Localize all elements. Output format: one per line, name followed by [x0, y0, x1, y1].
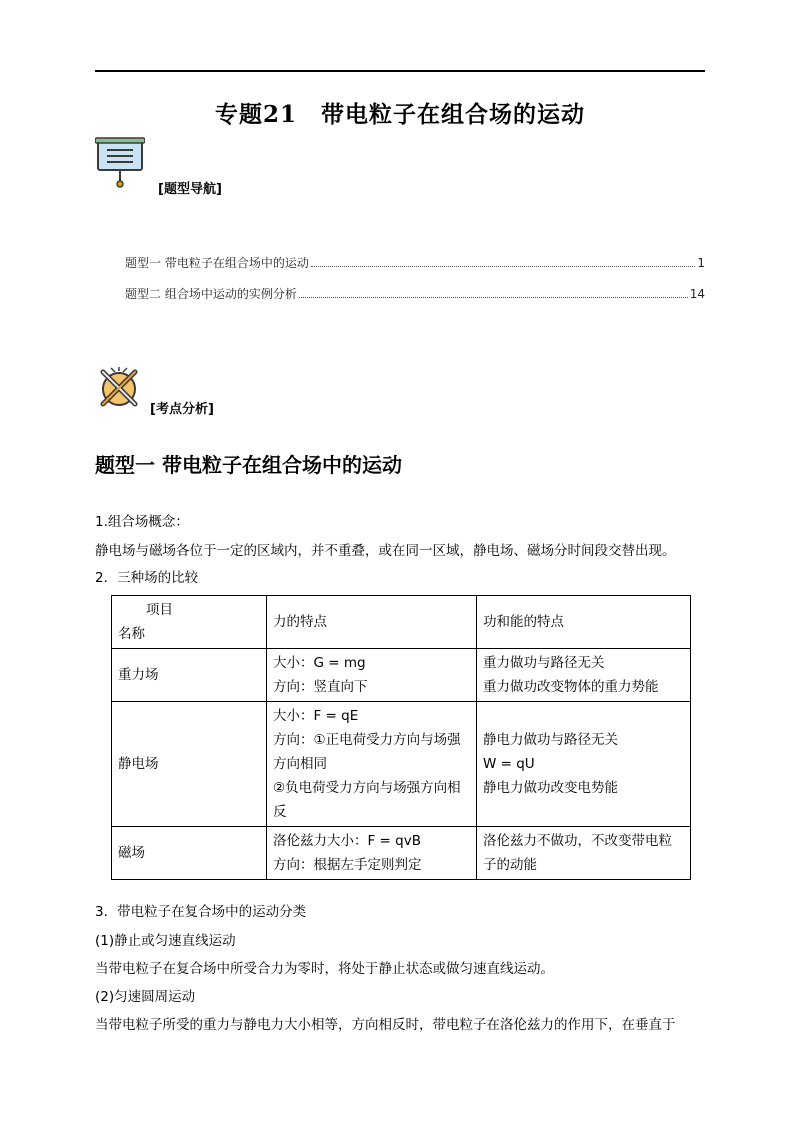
paragraph: 1.组合场概念： [95, 514, 189, 530]
cell-line: 方向：①正电荷受力方向与场强 [273, 732, 461, 748]
header-name: 名称 [118, 626, 145, 642]
section-heading: 题型一 带电粒子在组合场中的运动 [95, 453, 402, 477]
table-header-cell: 力的特点 [267, 596, 477, 649]
cell-line: 方向：竖直向下 [273, 679, 368, 695]
presentation-board-icon [95, 136, 145, 188]
cell-line: 大小：F = qE [273, 708, 359, 724]
cell-line: 静电力做功改变电势能 [483, 780, 618, 796]
paragraph: 2．三种场的比较 [95, 570, 199, 586]
table-cell [267, 702, 477, 827]
toc-entry-text: 题型二 组合场中运动的实例分析 [125, 287, 297, 301]
paragraph: (2)匀速圆周运动 [95, 989, 196, 1005]
paragraph: 3．带电粒子在复合场中的运动分类 [95, 904, 307, 920]
cell-line: 大小：G = mg [273, 655, 366, 671]
cell-line: 子的动能 [483, 857, 537, 873]
table-cell [267, 827, 477, 880]
table-cell [477, 827, 691, 880]
table-cell [477, 649, 691, 702]
cell-line: 方向：根据左手定则判定 [273, 857, 422, 873]
paragraph: 当带电粒子所受的重力与静电力大小相等，方向相反时，带电粒子在洛伦兹力的作用下，在垂直于 [95, 1017, 676, 1033]
toc-leader [311, 266, 696, 267]
paragraph: (1)静止或匀速直线运动 [95, 933, 236, 949]
table-row [112, 702, 691, 827]
cell-line: 反 [273, 804, 287, 820]
analysis-label: [考点分析] [150, 402, 214, 417]
toc-entry[interactable] [125, 254, 705, 271]
header-item: 项目 [146, 602, 173, 618]
paragraph: 当带电粒子在复合场中所受合力为零时，将处于静止状态或做匀速直线运动。 [95, 961, 554, 977]
cell-line: 静电力做功与路径无关 [483, 732, 618, 748]
table-cell: 磁场 [112, 827, 267, 880]
table-cell: 重力场 [112, 649, 267, 702]
crossed-pencils-icon [97, 366, 141, 410]
table-row [112, 827, 691, 880]
table-header-cell [112, 596, 267, 649]
table-header-cell: 功和能的特点 [477, 596, 691, 649]
cell-line: 洛伦兹力不做功，不改变带电粒 [483, 833, 672, 849]
nav-label: [题型导航] [158, 182, 222, 197]
cell-line: 方向相同 [273, 756, 327, 772]
toc-page-number: 1 [697, 256, 705, 270]
toc-entry-text: 题型一 带电粒子在组合场中的运动 [125, 256, 309, 270]
table-cell [267, 649, 477, 702]
table-header-row [112, 596, 691, 649]
toc-leader [299, 297, 688, 298]
table-cell: 静电场 [112, 702, 267, 827]
cell-line: W = qU [483, 756, 535, 772]
cell-line: 重力做功与路径无关 [483, 655, 605, 671]
document-title: 专题21 带电粒子在组合场的运动 [214, 101, 585, 128]
table-row [112, 649, 691, 702]
paragraph: 静电场与磁场各位于一定的区域内，并不重叠，或在同一区域，静电场、磁场分时间段交替出现。 [95, 543, 676, 559]
cell-line: 重力做功改变物体的重力势能 [483, 679, 659, 695]
toc-entry[interactable] [125, 285, 705, 302]
field-comparison-table [111, 595, 691, 880]
cell-line: 洛伦兹力大小：F = qvB [273, 833, 421, 849]
cell-line: ②负电荷受力方向与场强方向相 [273, 780, 461, 796]
toc-page-number: 14 [689, 287, 705, 301]
table-cell [477, 702, 691, 827]
top-rule [95, 70, 705, 72]
